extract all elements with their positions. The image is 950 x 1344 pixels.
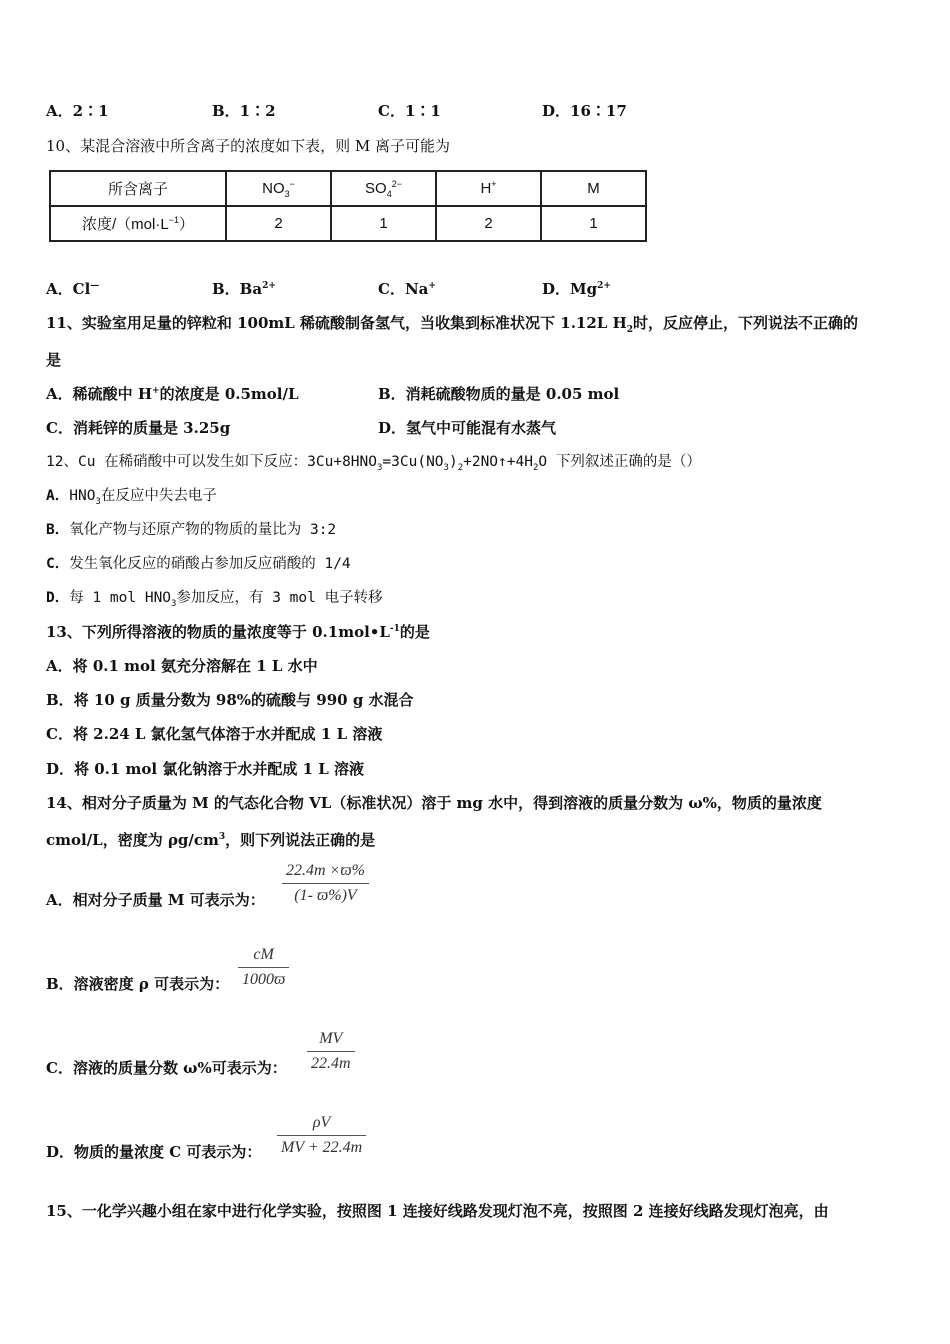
q14-option-d-label: D．物质的量浓度 C 可表示为： (46, 1143, 262, 1161)
q12-stem: 12、Cu 在稀硝酸中可以发生如下反应：$3Cu+8HNO_3=3Cu(NO_3)_2+2NO↑+4H_2O$ 下列叙述正确的是（） (46, 454, 701, 473)
q13-option-a: A．将 0.1 mol 氨充分溶解在 1 L 水中 (46, 657, 318, 675)
ion-so4: $SO_4^{2-}$ (331, 171, 436, 206)
table-cell: 2 (436, 206, 541, 241)
table-cell: 1 (541, 206, 646, 241)
q13-option-b: B．将 10 g 质量分数为 98%的硫酸与 990 g 水混合 (46, 691, 414, 709)
fraction-numerator: MV (307, 1030, 355, 1052)
q11-option-c: C．消耗锌的质量是 3.25g (46, 419, 231, 437)
table-row (50, 171, 646, 206)
q10-stem: 10、某混合溶液中所含离子的浓度如下表，则 M 离子可能为 (46, 137, 450, 155)
fraction-denominator: 22.4m (311, 1055, 351, 1072)
ion-concentration-table (49, 170, 647, 242)
q10-option-a: A．Cl— (46, 280, 100, 298)
q14-stem-continued: cmol/L，密度为 $\rho g/cm^3$，则下列说法正确的是 (46, 831, 376, 849)
q14-option-a-label: A．相对分子质量 M 可表示为： (46, 891, 265, 909)
q11-stem-continued: 是 (46, 351, 62, 369)
table-cell: 2 (226, 206, 331, 241)
q14-stem: 14、相对分子质量为 M 的气态化合物 VL（标准状况）溶于 mg 水中，得到溶液的质量分数为 ω%，物质的量浓度 (46, 794, 822, 812)
q14-option-a-formula (282, 862, 369, 905)
q9-option-d: D．16∶17 (542, 102, 627, 120)
fraction-denominator: 1000ϖ (242, 971, 286, 988)
q12-option-a: A．$HNO_3$在反应中失去电子 (46, 488, 217, 507)
q12-option-b: B．氧化产物与还原产物的物质的量比为 3:2 (46, 522, 337, 538)
q14-option-b-formula (238, 946, 289, 989)
q14-option-b-label: B．溶液密度 ρ 可表示为： (46, 975, 230, 993)
fraction-denominator: (1- ϖ%)V (294, 887, 357, 904)
ion-m: M (541, 171, 646, 206)
q11-option-d: D．氢气中可能混有水蒸气 (378, 419, 557, 437)
q12-option-c: C．发生氧化反应的硝酸占参加反应硝酸的 1/4 (46, 556, 351, 572)
q10-option-d: D．$Mg^{2+}$ (542, 280, 611, 298)
q15-stem: 15、一化学兴趣小组在家中进行化学实验，按照图 1 连接好线路发现灯泡不亮，按照图 2 连接好线路发现灯泡亮，由 (46, 1202, 829, 1220)
fraction-numerator: ρV (277, 1114, 366, 1136)
q11-option-a: A．稀硫酸中 H+的浓度是 0.5mol/L (46, 385, 299, 403)
q11-stem: 11、实验室用足量的锌粒和 100mL 稀硫酸制备氢气，当收集到标准状况下 1.12L $H_2$时，反应停止，下列说法不正确的 (46, 314, 859, 335)
fraction-denominator: MV + 22.4m (281, 1139, 363, 1156)
q14-option-c-label: C．溶液的质量分数 ω%可表示为： (46, 1059, 287, 1077)
q13-stem: 13、下列所得溶液的物质的量浓度等于 $0.1mol•L^{-1}$的是 (46, 623, 430, 641)
q9-option-a: A．2∶1 (46, 102, 109, 120)
q9-option-c: C．1∶1 (378, 102, 441, 120)
q11-option-b: B．消耗硫酸物质的量是 0.05 mol (378, 385, 620, 403)
q13-option-d: D．将 0.1 mol 氯化钠溶于水并配成 1 L 溶液 (46, 760, 364, 778)
row-label-concentration: 浓度$/(mol\cdot L^{-1})$ (50, 206, 226, 241)
q10-option-b: B．$Ba^{2+}$ (212, 280, 276, 298)
ion-h: H+ (436, 171, 541, 206)
q14-option-c-formula (307, 1030, 355, 1073)
fraction-numerator: 22.4m ×ϖ% (282, 862, 369, 884)
table-row (50, 206, 646, 241)
q14-option-d-formula (277, 1114, 366, 1157)
q12-option-d: D．每 1 mol $HNO_3$参加反应，有 3 mol 电子转移 (46, 590, 383, 609)
q13-option-c: C．将 2.24 L 氯化氢气体溶于水并配成 1 L 溶液 (46, 725, 383, 743)
ion-no3: $NO_3^-$ (226, 171, 331, 206)
table-header-cell: 所含离子 (50, 171, 226, 206)
fraction-numerator: cM (238, 946, 289, 968)
q10-option-c: C．Na+ (378, 280, 436, 298)
q9-option-b: B．1∶2 (212, 102, 276, 120)
table-cell: 1 (331, 206, 436, 241)
